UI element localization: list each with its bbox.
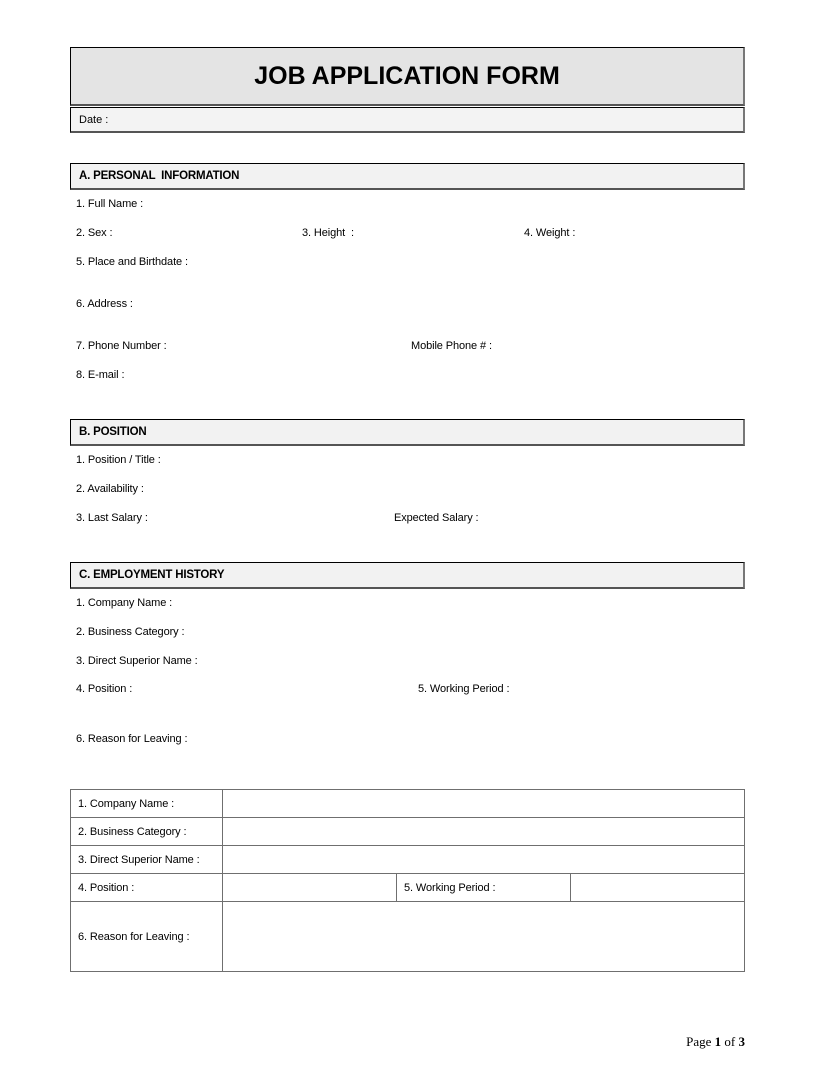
table-row [71, 902, 745, 972]
field-company-name[interactable]: 1. Company Name : [76, 597, 173, 609]
table-cell-label-position: 4. Position : [71, 874, 223, 902]
field-position[interactable]: 4. Position : [76, 683, 133, 695]
table-cell-input-business-category[interactable] [223, 818, 745, 846]
section-label-employment-history: C. EMPLOYMENT HISTORY [79, 569, 225, 581]
table-cell-label-working-period: 5. Working Period : [397, 874, 571, 902]
form-title-bar [70, 47, 745, 106]
table-row [71, 846, 745, 874]
table-cell-label-reason-for-leaving: 6. Reason for Leaving : [71, 902, 223, 972]
page-footer [70, 1018, 745, 1066]
page-title: JOB APPLICATION FORM [254, 61, 560, 90]
table-cell-input-position[interactable] [223, 874, 397, 902]
table-cell-label-direct-superior-name: 3. Direct Superior Name : [71, 846, 223, 874]
field-address[interactable]: 6. Address : [76, 298, 133, 310]
field-phone-number[interactable]: 7. Phone Number : [76, 340, 167, 352]
table-cell-label-business-category: 2. Business Category : [71, 818, 223, 846]
field-position-title[interactable]: 1. Position / Title : [76, 454, 161, 466]
field-direct-superior-name[interactable]: 3. Direct Superior Name : [76, 655, 198, 667]
section-header-personal-information [70, 163, 745, 190]
field-last-salary[interactable]: 3. Last Salary : [76, 512, 148, 524]
section-label-personal-information: A. PERSONAL INFORMATION [79, 170, 240, 182]
section-label-position: B. POSITION [79, 426, 147, 438]
field-full-name[interactable]: 1. Full Name : [76, 198, 144, 210]
section-header-position [70, 419, 745, 446]
footer-page-number: 1 [714, 1034, 722, 1049]
table-cell-label-company-name: 1. Company Name : [71, 790, 223, 818]
field-sex[interactable]: 2. Sex : [76, 227, 113, 239]
field-height[interactable]: 3. Height : [302, 227, 354, 239]
date-field-row[interactable] [70, 107, 745, 133]
field-reason-for-leaving[interactable]: 6. Reason for Leaving : [76, 733, 188, 745]
section-header-employment-history [70, 562, 745, 589]
table-row [71, 874, 745, 902]
footer-page-prefix: Page [686, 1034, 715, 1049]
field-business-category[interactable]: 2. Business Category : [76, 626, 185, 638]
field-place-and-birthdate[interactable]: 5. Place and Birthdate : [76, 256, 188, 268]
field-working-period[interactable]: 5. Working Period : [418, 683, 510, 695]
field-email[interactable]: 8. E-mail : [76, 369, 125, 381]
footer-page-middle: of [721, 1034, 739, 1049]
table-row [71, 818, 745, 846]
field-availability[interactable]: 2. Availability : [76, 483, 144, 495]
footer-page-total: 3 [738, 1034, 745, 1049]
table-cell-input-direct-superior-name[interactable] [223, 846, 745, 874]
table-row [71, 790, 745, 818]
employment-history-table [70, 789, 745, 972]
date-label: Date : [79, 113, 109, 126]
table-cell-input-company-name[interactable] [223, 790, 745, 818]
field-mobile-phone[interactable]: Mobile Phone # : [411, 340, 492, 352]
field-weight[interactable]: 4. Weight : [524, 227, 576, 239]
table-cell-input-reason-for-leaving[interactable] [223, 902, 745, 972]
table-cell-input-working-period[interactable] [571, 874, 745, 902]
field-expected-salary[interactable]: Expected Salary : [394, 512, 479, 524]
